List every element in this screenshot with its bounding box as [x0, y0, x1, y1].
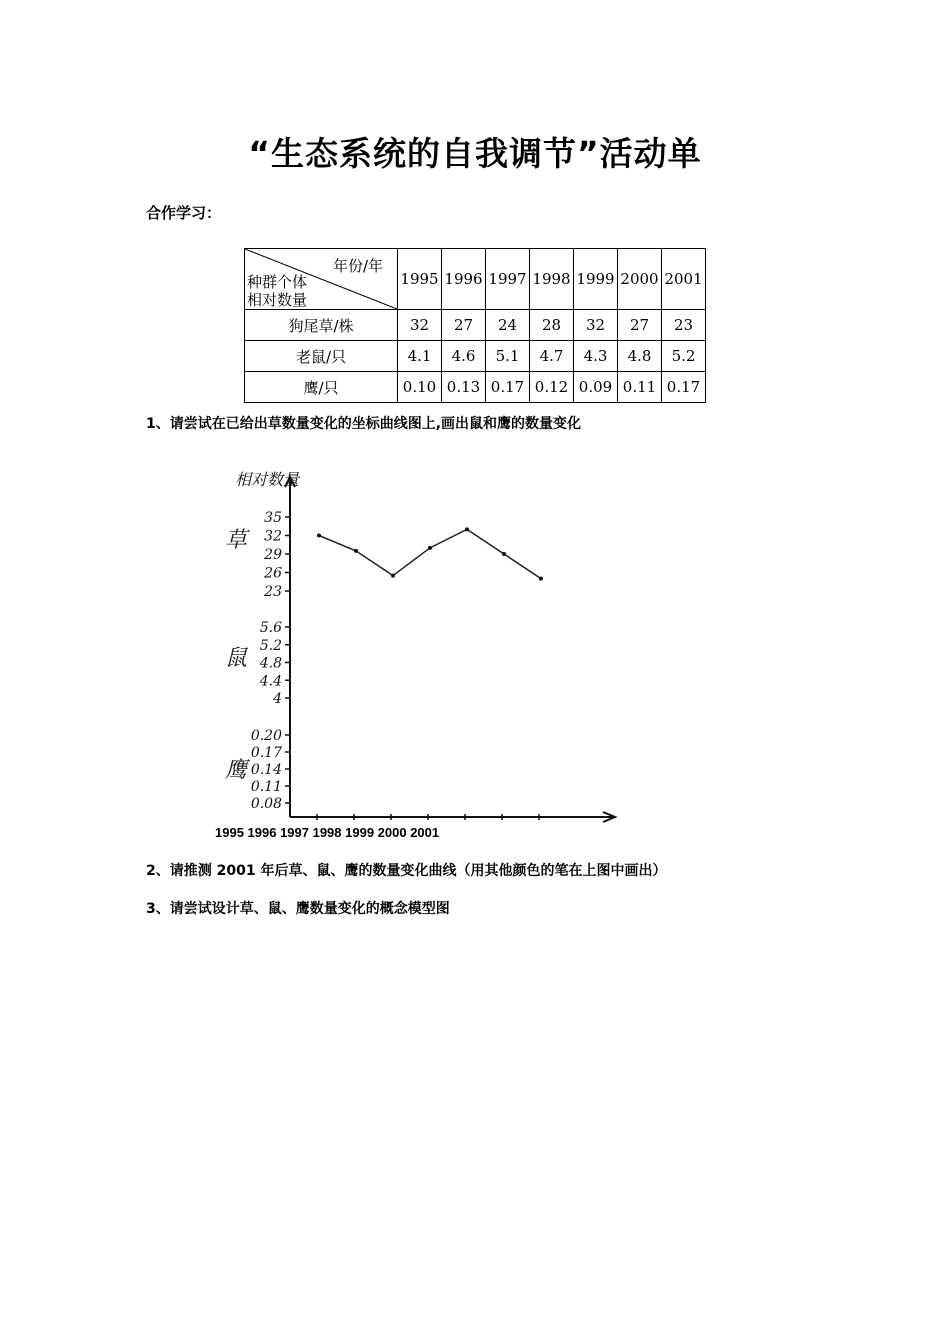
table-cell: 32 — [398, 310, 442, 341]
x-tick-labels: 1995 1996 1997 1998 1999 2000 2001 — [215, 825, 440, 840]
year-header: 1997 — [486, 249, 530, 310]
panel-label: 草 — [225, 528, 248, 553]
y-tick-label: 4.4 — [259, 673, 282, 690]
table-cell: 27 — [618, 310, 662, 341]
row-label: 老鼠/只 — [245, 341, 398, 372]
table-cell: 4.3 — [574, 341, 618, 372]
table-cell: 0.12 — [530, 372, 574, 403]
y-axis-label: 相对数量 — [235, 470, 300, 489]
corner-bottom-line1: 种群个体 — [247, 273, 308, 291]
table-cell: 32 — [574, 310, 618, 341]
y-tick-label: 32 — [264, 528, 282, 545]
y-tick-label: 35 — [264, 510, 282, 526]
year-header: 1996 — [442, 249, 486, 310]
panel-label: 鹰 — [225, 758, 248, 783]
section-label: 合作学习： — [146, 204, 222, 222]
grass-data-point — [317, 534, 321, 538]
table-cell: 24 — [486, 310, 530, 341]
table-cell: 0.17 — [662, 372, 706, 403]
grass-series-line — [319, 529, 541, 578]
panel-label: 鼠 — [225, 646, 248, 671]
table-cell: 5.1 — [486, 341, 530, 372]
table-row — [245, 372, 706, 403]
row-label: 狗尾草/株 — [245, 310, 398, 341]
year-header: 1995 — [398, 249, 442, 310]
grass-data-point — [465, 527, 469, 531]
y-tick-label: 23 — [264, 584, 282, 600]
table-cell: 27 — [442, 310, 486, 341]
table-cell: 0.11 — [618, 372, 662, 403]
year-header: 2000 — [618, 249, 662, 310]
corner-population-label — [247, 273, 307, 309]
population-table — [244, 248, 706, 403]
population-chart — [215, 455, 635, 850]
y-tick-label: 0.11 — [250, 779, 282, 795]
table-cell: 0.10 — [398, 372, 442, 403]
question-3: 3、请尝试设计草、鼠、鹰数量变化的概念模型图 — [146, 901, 450, 917]
y-tick-label: 4.8 — [259, 655, 282, 672]
table-cell: 4.7 — [530, 341, 574, 372]
row-label: 鹰/只 — [245, 372, 398, 403]
y-tick-label: 5.6 — [259, 620, 282, 636]
table-cell: 4.8 — [618, 341, 662, 372]
year-header: 1999 — [574, 249, 618, 310]
y-tick-label: 4 — [273, 691, 282, 707]
y-tick-label: 26 — [264, 565, 282, 582]
page-title: “生态系统的自我调节”活动单 — [248, 134, 702, 173]
corner-bottom-line2: 相对数量 — [247, 291, 308, 309]
y-tick-label: 0.14 — [250, 762, 282, 778]
y-tick-label: 29 — [264, 547, 282, 563]
table-row — [245, 310, 706, 341]
y-tick-label: 0.17 — [250, 745, 282, 761]
table-cell: 0.13 — [442, 372, 486, 403]
y-tick-label: 0.20 — [250, 728, 282, 744]
table-cell: 23 — [662, 310, 706, 341]
grass-data-point — [539, 577, 543, 581]
table-cell: 4.6 — [442, 341, 486, 372]
table-cell: 5.2 — [662, 341, 706, 372]
table-cell: 4.1 — [398, 341, 442, 372]
grass-data-point — [428, 546, 432, 550]
question-2: 2、请推测 2001 年后草、鼠、鹰的数量变化曲线（用其他颜色的笔在上图中画出） — [146, 863, 667, 879]
question-1: 1、请尝试在已给出草数量变化的坐标曲线图上,画出鼠和鹰的数量变化 — [146, 416, 582, 432]
table-row — [245, 341, 706, 372]
grass-data-point — [502, 552, 506, 556]
table-cell: 0.09 — [574, 372, 618, 403]
table-cell: 28 — [530, 310, 574, 341]
y-tick-label: 5.2 — [259, 637, 282, 654]
grass-data-point — [354, 549, 358, 553]
corner-year-label: 年份/年 — [332, 257, 383, 275]
year-header: 2001 — [662, 249, 706, 310]
year-header: 1998 — [530, 249, 574, 310]
table-corner-cell — [245, 249, 398, 310]
grass-data-point — [391, 574, 395, 578]
table-cell: 0.17 — [486, 372, 530, 403]
y-tick-label: 0.08 — [250, 796, 282, 812]
table-header-row — [245, 249, 706, 310]
